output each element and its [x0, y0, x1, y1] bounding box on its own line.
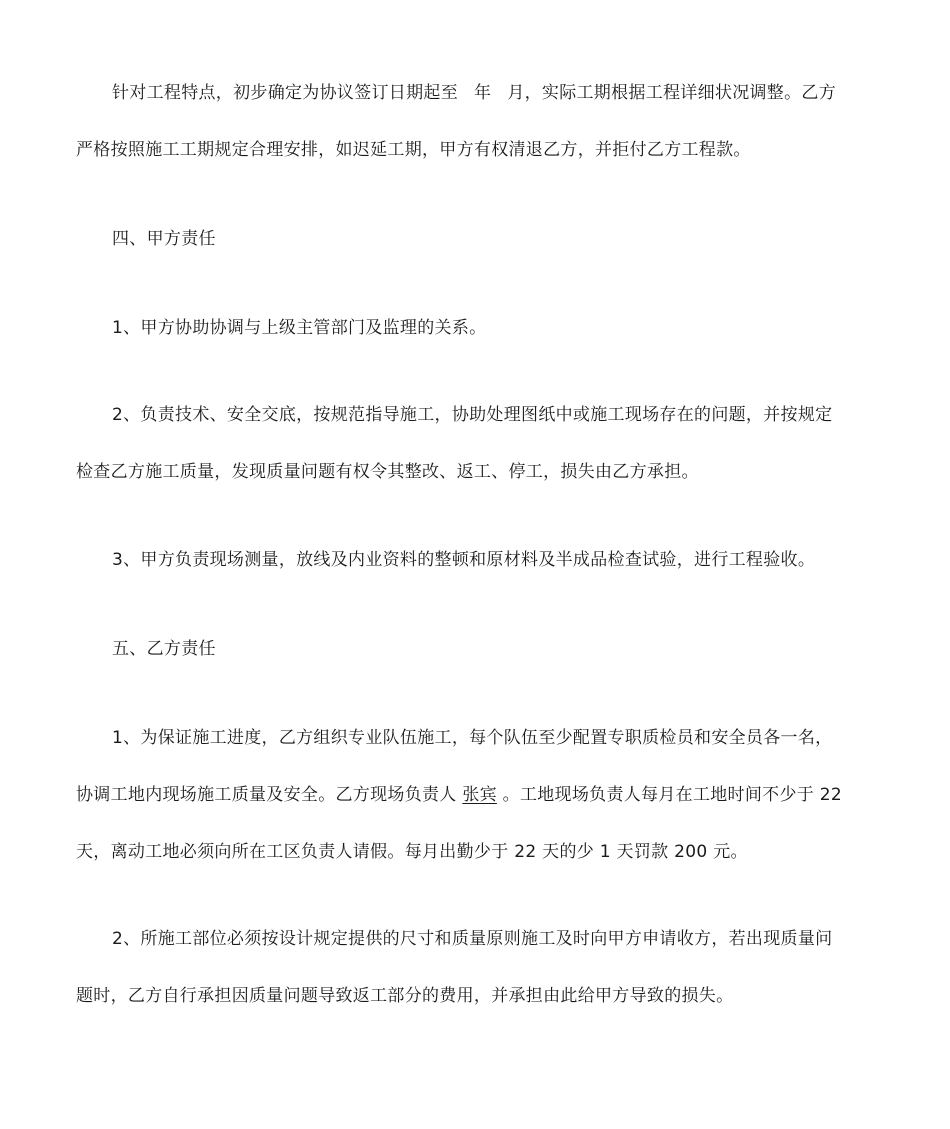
party-b-item-1-line2: [76, 783, 884, 807]
party-b-item-2-line1: 2、所施工部位必须按设计规定提供的尺寸和质量原则施工及时向甲方申请收方，若出现质量问: [112, 929, 833, 949]
document-page: [76, 0, 884, 1129]
paragraph-duration-line2: 严格按照施工工期规定合理安排，如迟延工期，甲方有权清退乙方，并拒付乙方工程款。: [76, 140, 751, 160]
party-a-item-2-line2: 检查乙方施工质量，发现质量问题有权令其整改、返工、停工，损失由乙方承担。: [76, 462, 699, 482]
party-b-item-1-text-a: 协调工地内现场施工质量及安全。乙方现场负责人: [76, 785, 457, 805]
duration-year: 年: [474, 83, 492, 103]
duration-text-c: 月，实际工期根据工程详细状况调整。乙方: [507, 83, 837, 103]
party-b-item-2-line2: 题时，乙方自行承担因质量问题导致返工部分的费用，并承担由此给甲方导致的损失。: [76, 986, 734, 1006]
party-a-item-1: 1、甲方协助协调与上级主管部门及监理的关系。: [112, 318, 487, 338]
party-a-item-3: 3、甲方负责现场测量，放线及内业资料的整顿和原材料及半成品检查试验，进行工程验收。: [112, 550, 816, 570]
site-manager-name: 张宾: [462, 785, 497, 805]
paragraph-duration-line1: [112, 81, 884, 105]
party-a-item-2-line1: 2、负责技术、安全交底，按规范指导施工，协助处理图纸中或施工现场存在的问题，并按规定: [112, 405, 833, 425]
party-b-item-1-line1: 1、为保证施工进度，乙方组织专业队伍施工，每个队伍至少配置专职质检员和安全员各一名，: [112, 728, 833, 748]
section-heading-party-a: 四、甲方责任: [112, 229, 216, 249]
party-b-item-1-line3: 天，离动工地必须向所在工区负责人请假。每月出勤少于 22 天的少 1 天罚款 200 元。: [76, 842, 748, 862]
duration-text-a: 针对工程特点，初步确定为协议签订日期起至: [112, 83, 458, 103]
section-heading-party-b: 五、乙方责任: [112, 639, 216, 659]
party-b-item-1-text-b: 。工地现场负责人每月在工地时间不少于 22: [502, 785, 842, 805]
